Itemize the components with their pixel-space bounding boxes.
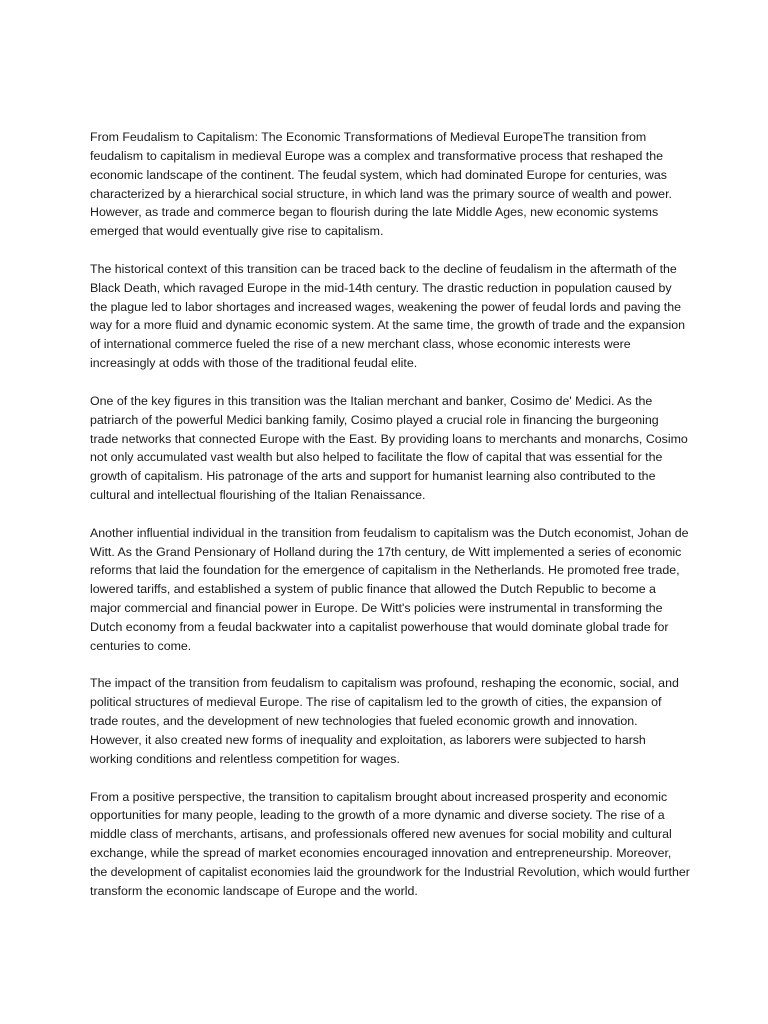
paragraph: From a positive perspective, the transition to capitalism brought about increased prosperity and economic opportunities for many people, leading to the growth of a more dynamic and diverse society. The rise of a middle class of merchants, artisans, and professionals offered new avenues for social mobility and cultural exchange, while the spread of market economies encouraged innovation and entrepreneurship. Moreover, the development of capitalist economies laid the groundwork for the Industrial Revolution, which would further transform the economic landscape of Europe and the world. [90, 789, 690, 898]
paragraph: Another influential individual in the transition from feudalism to capitalism was the Dutch economist, Johan de Witt. As the Grand Pensionary of Holland during the 17th century, de Witt implemented a series of economic reforms that laid the foundation for the emergence of capitalism in the Netherlands. He promoted free trade, lowered tariffs, and established a system of public finance that allowed the Dutch Republic to become a major commercial and financial power in Europe. De Witt's policies were instrumental in transforming the Dutch economy from a feudal backwater into a capitalist powerhouse that would dominate global trade for centuries to come. [90, 525, 689, 653]
document-body [90, 128, 690, 919]
paragraph: One of the key figures in this transition was the Italian merchant and banker, Cosimo de' Medici. As the patriarch of the powerful Medici banking family, Cosimo played a crucial role in financing the burgeoning trade networks that connected Europe with the East. By providing loans to merchants and monarchs, Cosimo not only accumulated vast wealth but also helped to facilitate the flow of capital that was essential for the growth of capitalism. His patronage of the arts and support for humanist learning also contributed to the cultural and intellectual flourishing of the Italian Renaissance. [90, 393, 688, 503]
paragraph: From Feudalism to Capitalism: The Economic Transformations of Medieval EuropeThe transition from feudalism to capitalism in medieval Europe was a complex and transformative process that reshaped the economic landscape of the continent. The feudal system, which had dominated Europe for centuries, was characterized by a hierarchical social structure, in which land was the primary source of wealth and power. However, as trade and commerce began to flourish during the late Middle Ages, new economic systems emerged that would eventually give rise to capitalism. [90, 130, 672, 239]
paragraph: The impact of the transition from feudalism to capitalism was profound, reshaping the economic, social, and political structures of medieval Europe. The rise of capitalism led to the growth of cities, the expansion of trade routes, and the development of new technologies that fueled economic growth and innovation. However, it also created new forms of inequality and exploitation, as laborers were subjected to harsh working conditions and relentless competition for wages. [90, 676, 679, 766]
paragraph: The historical context of this transition can be traced back to the decline of feudalism in the aftermath of the Black Death, which ravaged Europe in the mid-14th century. The drastic reduction in population caused by the plague led to labor shortages and increased wages, weakening the power of feudal lords and paving the way for a more fluid and dynamic economic system. At the same time, the growth of trade and the expansion of international commerce fueled the rise of a new merchant class, whose economic interests were increasingly at odds with those of the traditional feudal elite. [90, 261, 686, 371]
